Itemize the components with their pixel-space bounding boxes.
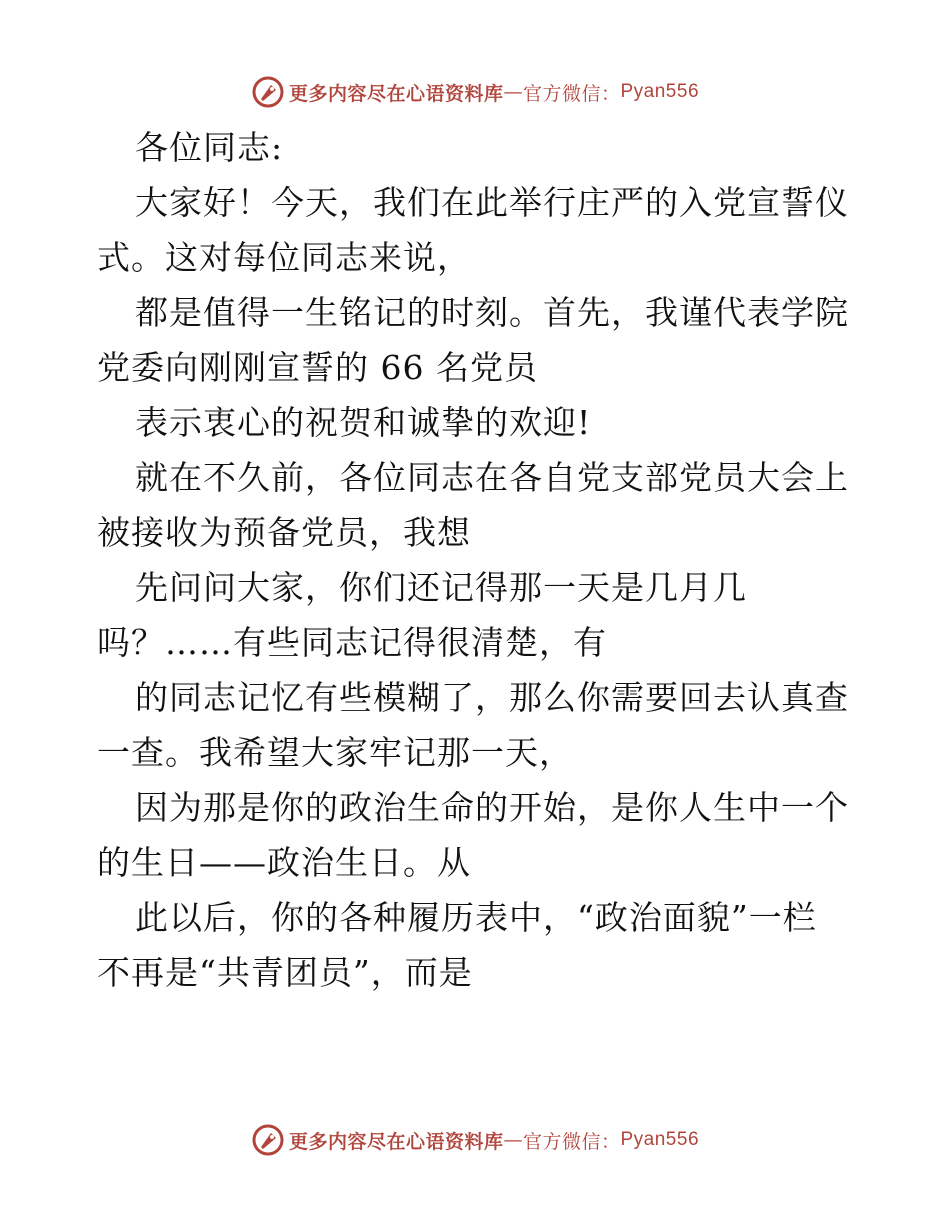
footer-brand-text: 更多内容尽在心语资料库	[288, 1130, 504, 1153]
pen-nib-logo-icon	[251, 75, 285, 109]
paragraph-line: 先问问大家，你们还记得那一天是几月几	[135, 568, 747, 607]
paragraph-line: 表示衷心的祝贺和诚挚的欢迎!	[135, 403, 592, 442]
paragraph-line: 就在不久前，各位同志在各自党支部党员大会上	[135, 458, 849, 497]
footer-separator: —	[503, 1129, 523, 1151]
paragraph-line: 各位同志:	[135, 128, 284, 167]
header-separator: —	[503, 81, 523, 103]
paragraph-line: 的生日——政治生日。从	[97, 843, 471, 882]
header-watermark-banner	[0, 72, 950, 112]
paragraph-line: 一查。我希望大家牢记那一天，	[97, 733, 573, 772]
footer-watermark-banner	[0, 1120, 950, 1160]
paragraph-line: 的同志记忆有些模糊了，那么你需要回去认真查	[135, 678, 849, 717]
footer-wechat-id: Pyan556	[620, 1129, 700, 1150]
paragraph-line: 大家好！今天，我们在此举行庄严的入党宣誓仪	[135, 183, 849, 222]
document-body	[97, 120, 857, 1000]
paragraph-line: 都是值得一生铭记的时刻。首先，我谨代表学院	[135, 293, 849, 332]
header-wechat-label: 官方微信：	[522, 82, 621, 105]
paragraph-line: 此以后，你的各种履历表中，“政治面貌”一栏	[135, 898, 817, 937]
paragraph-line: 不再是“共青团员”，而是	[97, 953, 473, 992]
paragraph-line: 吗？……有些同志记得很清楚，有	[97, 623, 607, 662]
paragraph-line: 式。这对每位同志来说，	[97, 238, 471, 277]
paragraph-line: 党委向刚刚宣誓的 66 名党员	[97, 348, 538, 387]
header-wechat-id: Pyan556	[620, 81, 700, 102]
footer-wechat-label: 官方微信：	[522, 1130, 621, 1153]
paragraph-line: 因为那是你的政治生命的开始，是你人生中一个	[135, 788, 849, 827]
pen-nib-logo-icon	[251, 1123, 285, 1157]
paragraph-line: 被接收为预备党员，我想	[97, 513, 471, 552]
header-brand-text: 更多内容尽在心语资料库	[288, 82, 504, 105]
